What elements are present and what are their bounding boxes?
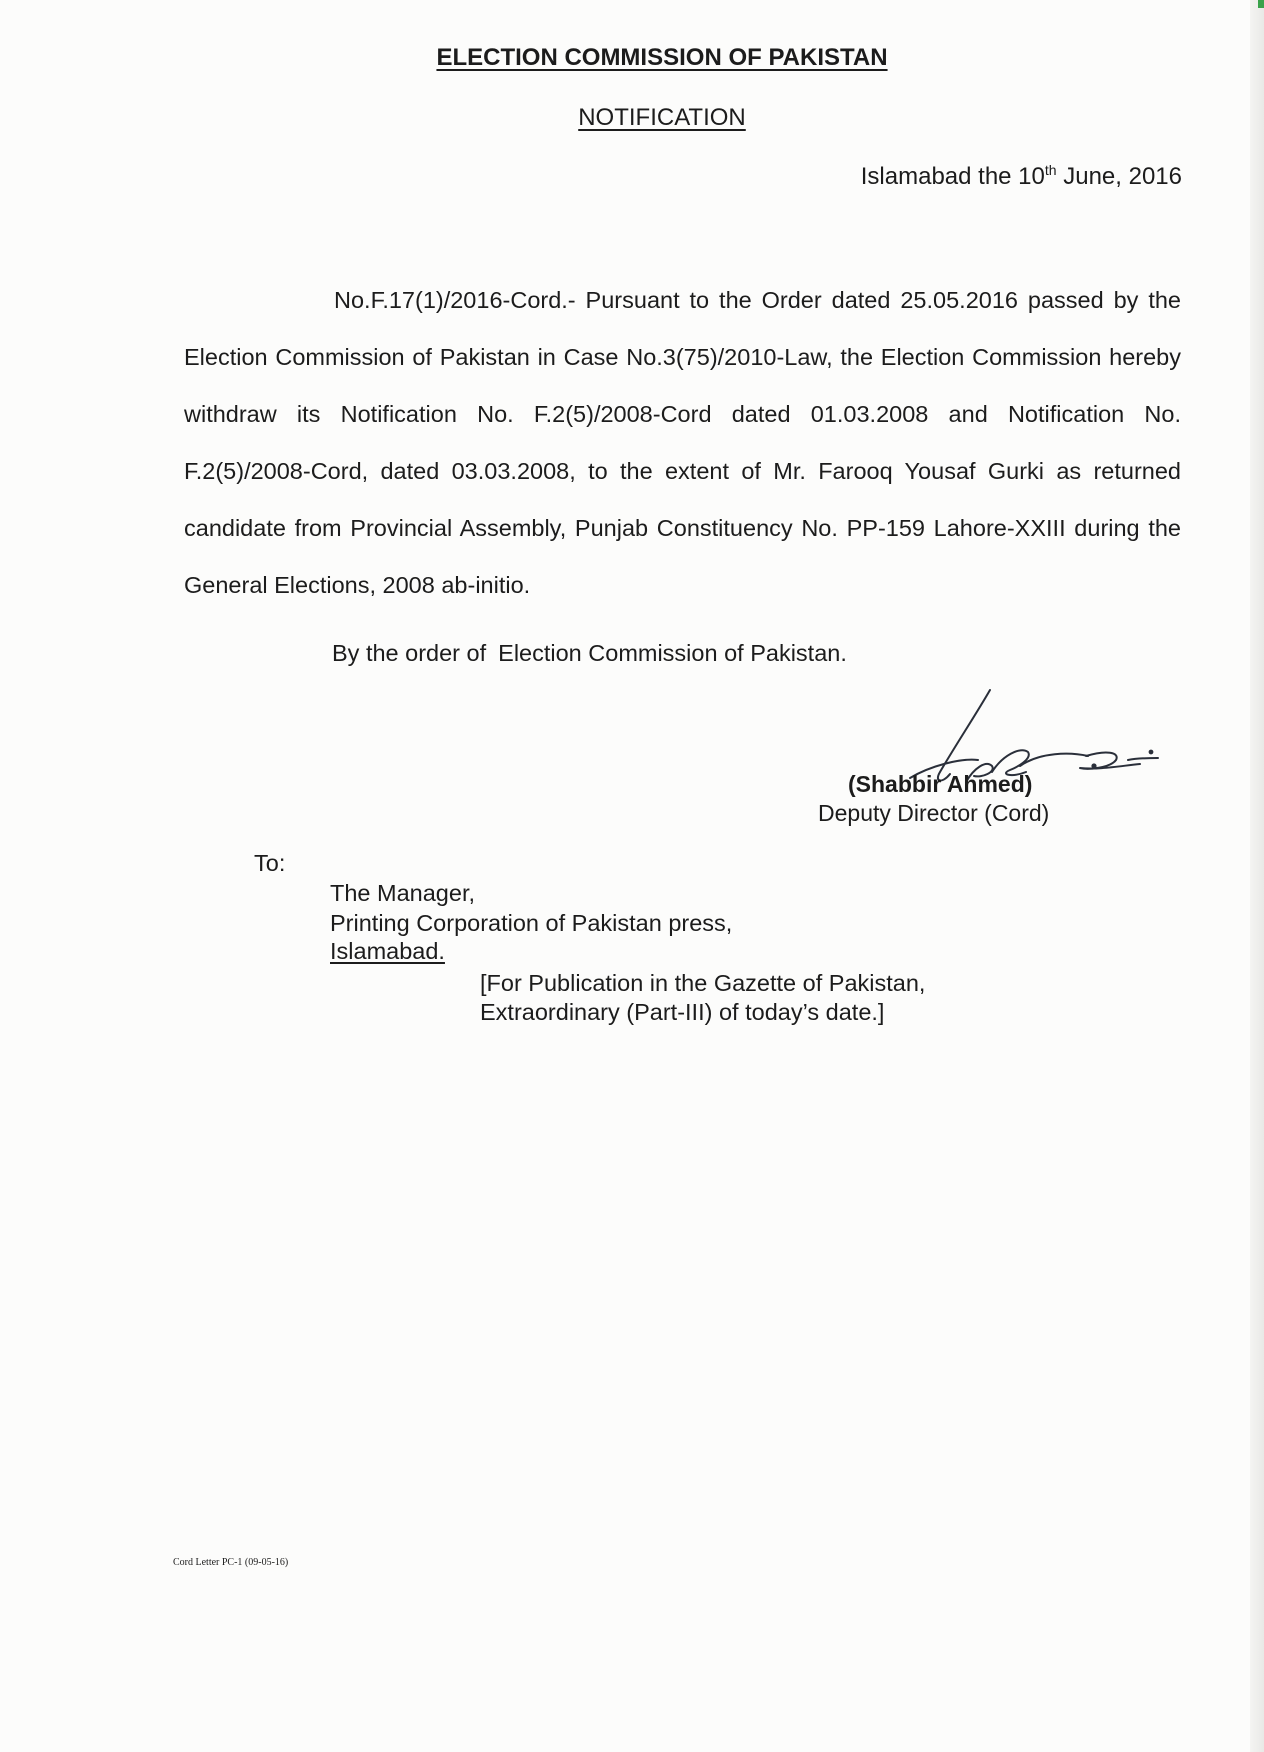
date-rest: June, 2016 bbox=[1056, 163, 1182, 190]
scan-edge bbox=[1250, 0, 1264, 1752]
scan-marker bbox=[1258, 0, 1264, 8]
publication-note: [For Publication in the Gazette of Pakistan, bbox=[480, 970, 926, 996]
notification-heading: NOTIFICATION bbox=[578, 104, 746, 131]
dateline bbox=[861, 162, 1182, 191]
recipient-city: Islamabad. bbox=[330, 938, 445, 964]
order-prefix: By the order of bbox=[332, 640, 487, 666]
signatory-designation: Deputy Director (Cord) bbox=[818, 800, 1050, 826]
date-suffix: th bbox=[1044, 162, 1057, 178]
recipient-line: Printing Corporation of Pakistan press, bbox=[330, 910, 733, 936]
order-line bbox=[332, 640, 847, 667]
organization-heading: ELECTION COMMISSION OF PAKISTAN bbox=[436, 44, 888, 71]
body-paragraph: No.F.17(1)/2016-Cord.- Pursuant to the Order dated 25.05.2016 passed by the Election Commission of Pakistan in Case No.3(75)/2010-Law, the Election Commission hereby withdraw its Notification No. F.2(5)/2008-Cord dated 01.03.2008 and Notification No. F.2(5)/2008-Cord, dated 03.03.2008, to the extent of Mr. Farooq Yousaf Gurki as returned candidate from Provincial Assembly, Punjab Constituency No. PP-159 Lahore-XXIII during the General Elections, 2008 ab-initio. bbox=[184, 287, 1181, 598]
publication-note: Extraordinary (Part-III) of today’s date.] bbox=[480, 999, 885, 1025]
letter-reference: Cord Letter PC-1 (09-05-16) bbox=[173, 1557, 289, 1568]
signatory-name: (Shabbir Ahmed) bbox=[848, 771, 1033, 797]
date-place: Islamabad the 10 bbox=[860, 163, 1045, 190]
to-label: To: bbox=[254, 850, 286, 876]
notification-body bbox=[184, 272, 1181, 614]
order-authority: Election Commission of Pakistan. bbox=[498, 640, 847, 666]
recipient-line: The Manager, bbox=[330, 880, 476, 906]
